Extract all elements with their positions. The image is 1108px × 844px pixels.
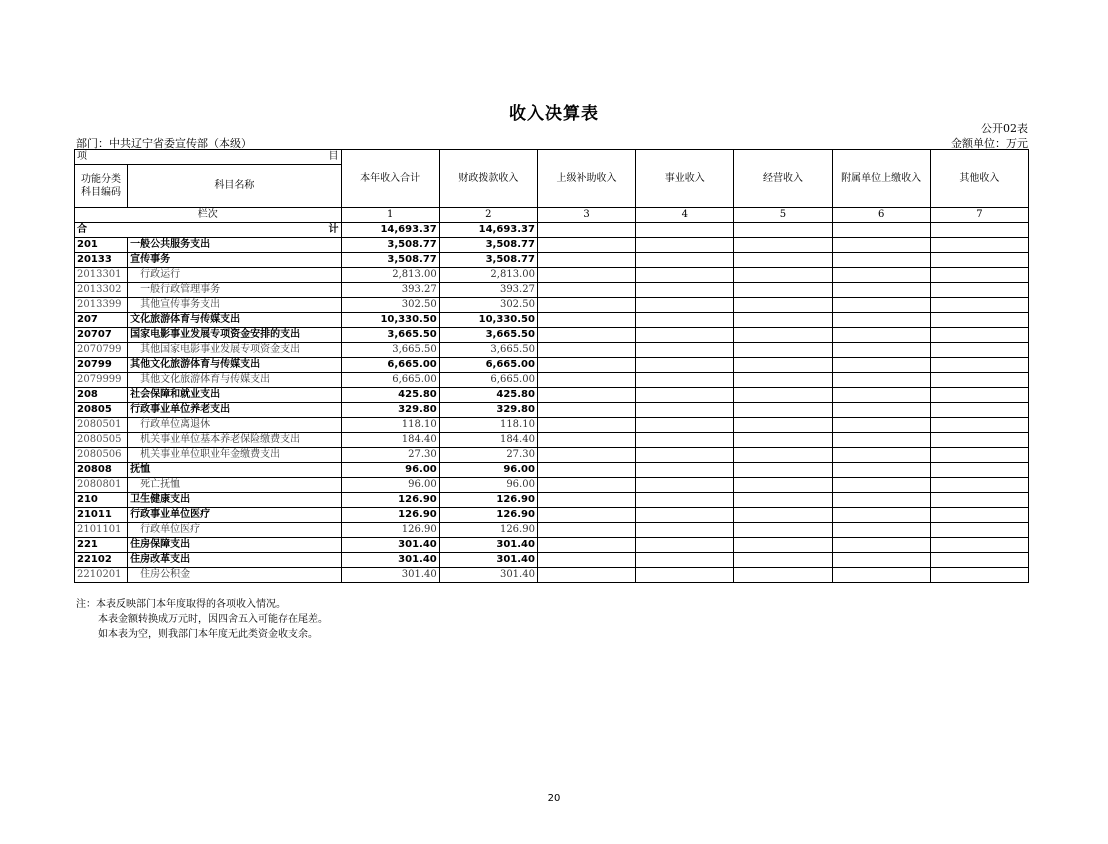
form-code: 公开02表 [981, 122, 1028, 135]
row-name: 卫生健康支出 [128, 493, 341, 508]
row-code: 210 [75, 493, 128, 508]
row-code: 20799 [75, 358, 128, 373]
header-func-code: 功能分类 科目编码 [75, 165, 128, 208]
table-row [75, 553, 1029, 568]
row-value [537, 448, 635, 463]
row-code: 2080505 [75, 433, 128, 448]
row-value: 393.27 [341, 283, 439, 298]
total-value [832, 223, 930, 238]
total-value [636, 223, 734, 238]
row-value [636, 448, 734, 463]
note-line: 如本表为空，则我部门本年度无此类资金收支余。 [98, 629, 318, 640]
row-value [930, 463, 1028, 478]
row-value [537, 343, 635, 358]
row-value [832, 238, 930, 253]
row-value [734, 478, 832, 493]
row-value [832, 493, 930, 508]
row-value: 96.00 [341, 478, 439, 493]
row-value [930, 328, 1028, 343]
row-value [930, 538, 1028, 553]
table-row [75, 298, 1029, 313]
table-row [75, 478, 1029, 493]
row-value [636, 358, 734, 373]
row-value [537, 283, 635, 298]
row-value [734, 268, 832, 283]
row-value [636, 253, 734, 268]
row-value [832, 433, 930, 448]
row-value [832, 538, 930, 553]
row-value: 301.40 [341, 568, 439, 583]
row-value [734, 403, 832, 418]
row-value [537, 403, 635, 418]
row-label-lanci: 栏次 [75, 208, 342, 223]
table-row [75, 568, 1029, 583]
row-name: 住房公积金 [128, 568, 341, 583]
table-row [75, 463, 1029, 478]
row-value [832, 358, 930, 373]
row-value: 6,665.00 [439, 358, 537, 373]
row-value [832, 343, 930, 358]
row-value: 3,665.50 [341, 343, 439, 358]
row-name: 行政单位离退休 [128, 418, 341, 433]
row-value [832, 373, 930, 388]
total-value [537, 223, 635, 238]
row-code: 2013302 [75, 283, 128, 298]
row-value [930, 268, 1028, 283]
total-value: 14,693.37 [439, 223, 537, 238]
row-value: 27.30 [341, 448, 439, 463]
row-value: 10,330.50 [439, 313, 537, 328]
row-value: 126.90 [439, 493, 537, 508]
row-name: 文化旅游体育与传媒支出 [128, 313, 341, 328]
row-value [734, 343, 832, 358]
row-value [734, 568, 832, 583]
row-value [832, 283, 930, 298]
row-value: 3,508.77 [439, 238, 537, 253]
row-value [537, 538, 635, 553]
row-value [636, 538, 734, 553]
header-col-3: 上级补助收入 [537, 150, 635, 208]
header-col-1: 本年收入合计 [341, 150, 439, 208]
total-row [75, 223, 1029, 238]
row-value [537, 253, 635, 268]
col-number: 7 [930, 208, 1028, 223]
row-value [734, 253, 832, 268]
page-number: 20 [547, 793, 561, 804]
row-value [636, 388, 734, 403]
row-value [734, 238, 832, 253]
row-value [832, 553, 930, 568]
total-value [930, 223, 1028, 238]
row-value [636, 523, 734, 538]
row-name: 一般公共服务支出 [128, 238, 341, 253]
row-name: 一般行政管理事务 [128, 283, 341, 298]
row-value [537, 418, 635, 433]
row-code: 2013399 [75, 298, 128, 313]
table-row [75, 433, 1029, 448]
row-value: 118.10 [341, 418, 439, 433]
row-value: 126.90 [341, 493, 439, 508]
header-col-6: 附属单位上缴收入 [832, 150, 930, 208]
table-row [75, 343, 1029, 358]
row-value [734, 553, 832, 568]
row-value [832, 478, 930, 493]
row-value [832, 313, 930, 328]
row-code: 2080501 [75, 418, 128, 433]
col-number: 4 [636, 208, 734, 223]
row-name: 行政单位医疗 [128, 523, 341, 538]
row-value [930, 508, 1028, 523]
row-value [930, 418, 1028, 433]
row-value [930, 238, 1028, 253]
row-code: 20707 [75, 328, 128, 343]
row-value: 425.80 [439, 388, 537, 403]
row-value [734, 418, 832, 433]
row-name: 住房改革支出 [128, 553, 341, 568]
row-value: 302.50 [341, 298, 439, 313]
row-value [930, 283, 1028, 298]
header-item-cell [75, 150, 342, 165]
table-row [75, 358, 1029, 373]
row-value: 96.00 [439, 463, 537, 478]
col-number: 3 [537, 208, 635, 223]
row-value [930, 298, 1028, 313]
row-value [734, 328, 832, 343]
row-value [832, 388, 930, 403]
row-code: 2210201 [75, 568, 128, 583]
header-col-4: 事业收入 [636, 150, 734, 208]
table-row [75, 418, 1029, 433]
row-value [636, 553, 734, 568]
row-value [832, 328, 930, 343]
header-item-left: 项 [77, 151, 87, 162]
row-value: 3,508.77 [439, 253, 537, 268]
row-value [636, 313, 734, 328]
row-value [537, 478, 635, 493]
row-value [930, 493, 1028, 508]
income-table [74, 149, 1029, 583]
row-code: 21011 [75, 508, 128, 523]
total-value [734, 223, 832, 238]
row-value [537, 313, 635, 328]
row-value [636, 433, 734, 448]
row-name: 宣传事务 [128, 253, 341, 268]
row-value: 6,665.00 [341, 358, 439, 373]
header-subject-name: 科目名称 [128, 165, 341, 208]
row-name: 死亡抚恤 [128, 478, 341, 493]
table-row [75, 283, 1029, 298]
total-right: 计 [328, 224, 339, 235]
row-name: 行政运行 [128, 268, 341, 283]
row-value [832, 463, 930, 478]
row-value [734, 448, 832, 463]
row-name: 其他文化旅游体育与传媒支出 [128, 373, 341, 388]
row-value [636, 508, 734, 523]
row-value [636, 493, 734, 508]
row-value [832, 253, 930, 268]
row-value [636, 373, 734, 388]
row-code: 201 [75, 238, 128, 253]
row-value: 425.80 [341, 388, 439, 403]
row-value [734, 433, 832, 448]
row-name: 社会保障和就业支出 [128, 388, 341, 403]
col-number: 5 [734, 208, 832, 223]
row-value [734, 388, 832, 403]
row-value [537, 328, 635, 343]
row-value [930, 358, 1028, 373]
row-name: 国家电影事业发展专项资金安排的支出 [128, 328, 341, 343]
row-value: 6,665.00 [341, 373, 439, 388]
table-row [75, 328, 1029, 343]
row-name: 其他文化旅游体育与传媒支出 [128, 358, 341, 373]
row-code: 207 [75, 313, 128, 328]
row-value [930, 523, 1028, 538]
row-value [636, 343, 734, 358]
row-code: 208 [75, 388, 128, 403]
row-value: 96.00 [439, 478, 537, 493]
row-value: 301.40 [439, 568, 537, 583]
row-value [636, 403, 734, 418]
col-number: 6 [832, 208, 930, 223]
row-code: 20805 [75, 403, 128, 418]
row-value [930, 373, 1028, 388]
row-value [930, 388, 1028, 403]
row-value [930, 433, 1028, 448]
row-value: 3,508.77 [341, 238, 439, 253]
row-value [537, 268, 635, 283]
row-value [832, 268, 930, 283]
row-value: 301.40 [439, 538, 537, 553]
header-item-row [75, 150, 1029, 165]
department-label: 部门：中共辽宁省委宣传部（本级） [76, 137, 252, 150]
total-value: 14,693.37 [341, 223, 439, 238]
row-value: 301.40 [341, 553, 439, 568]
col-number: 1 [341, 208, 439, 223]
row-name: 抚恤 [128, 463, 341, 478]
row-value [734, 538, 832, 553]
row-value: 10,330.50 [341, 313, 439, 328]
note-line: 本表金额转换成万元时，因四舍五入可能存在尾差。 [98, 614, 328, 625]
row-value [636, 268, 734, 283]
row-value: 302.50 [439, 298, 537, 313]
table-row [75, 508, 1029, 523]
row-value [537, 463, 635, 478]
row-code: 2101101 [75, 523, 128, 538]
row-value [734, 298, 832, 313]
page-title: 收入决算表 [509, 104, 599, 124]
table-row [75, 373, 1029, 388]
header-col-2: 财政拨款收入 [439, 150, 537, 208]
row-value [636, 568, 734, 583]
row-value [832, 523, 930, 538]
row-value [832, 403, 930, 418]
row-value [734, 523, 832, 538]
row-value: 184.40 [439, 433, 537, 448]
table-row [75, 448, 1029, 463]
row-value: 126.90 [341, 523, 439, 538]
row-value [537, 568, 635, 583]
row-value [537, 433, 635, 448]
row-value [537, 553, 635, 568]
row-value [734, 463, 832, 478]
note-line: 注：本表反映部门本年度取得的各项收入情况。 [76, 599, 286, 610]
total-label-cell [75, 223, 342, 238]
row-value: 126.90 [439, 523, 537, 538]
row-value [537, 388, 635, 403]
row-code: 2080506 [75, 448, 128, 463]
row-value: 118.10 [439, 418, 537, 433]
row-value [832, 298, 930, 313]
row-value [734, 373, 832, 388]
row-code: 221 [75, 538, 128, 553]
header-item-right: 目 [328, 151, 339, 162]
notes [76, 597, 328, 642]
row-value [636, 328, 734, 343]
row-value [636, 283, 734, 298]
row-code: 20133 [75, 253, 128, 268]
row-value [537, 373, 635, 388]
table-row [75, 388, 1029, 403]
row-value [832, 448, 930, 463]
row-value [930, 313, 1028, 328]
row-value [734, 313, 832, 328]
row-code: 22102 [75, 553, 128, 568]
table-row [75, 253, 1029, 268]
row-value [832, 568, 930, 583]
row-value [930, 448, 1028, 463]
row-value [930, 478, 1028, 493]
row-name: 行政事业单位养老支出 [128, 403, 341, 418]
row-value: 184.40 [341, 433, 439, 448]
row-name: 机关事业单位基本养老保险缴费支出 [128, 433, 341, 448]
row-value [537, 493, 635, 508]
row-value: 393.27 [439, 283, 537, 298]
row-value [832, 418, 930, 433]
row-code: 2013301 [75, 268, 128, 283]
row-value: 3,665.50 [439, 343, 537, 358]
table-row [75, 538, 1029, 553]
table-row [75, 493, 1029, 508]
unit-label: 金额单位：万元 [951, 137, 1028, 150]
row-value [930, 343, 1028, 358]
row-name: 住房保障支出 [128, 538, 341, 553]
row-value [537, 523, 635, 538]
table-row [75, 268, 1029, 283]
row-value: 2,813.00 [439, 268, 537, 283]
row-value: 3,665.50 [439, 328, 537, 343]
row-code: 20808 [75, 463, 128, 478]
row-value [930, 253, 1028, 268]
header-col-7: 其他收入 [930, 150, 1028, 208]
row-value: 329.80 [439, 403, 537, 418]
row-value: 2,813.00 [341, 268, 439, 283]
row-value [636, 238, 734, 253]
row-value [930, 553, 1028, 568]
row-code: 2079999 [75, 373, 128, 388]
row-value [537, 358, 635, 373]
row-value: 27.30 [439, 448, 537, 463]
row-value [537, 508, 635, 523]
row-code: 2080801 [75, 478, 128, 493]
row-value [636, 418, 734, 433]
row-value: 6,665.00 [439, 373, 537, 388]
row-value [930, 568, 1028, 583]
row-value [734, 493, 832, 508]
header-col-5: 经营收入 [734, 150, 832, 208]
row-value [636, 478, 734, 493]
row-value [930, 403, 1028, 418]
row-value: 301.40 [439, 553, 537, 568]
table-row [75, 238, 1029, 253]
row-name: 行政事业单位医疗 [128, 508, 341, 523]
row-value: 126.90 [439, 508, 537, 523]
col-number: 2 [439, 208, 537, 223]
row-name: 其他宣传事务支出 [128, 298, 341, 313]
row-name: 机关事业单位职业年金缴费支出 [128, 448, 341, 463]
row-value [832, 508, 930, 523]
row-code: 2070799 [75, 343, 128, 358]
row-value: 96.00 [341, 463, 439, 478]
row-value [636, 298, 734, 313]
column-number-row [75, 208, 1029, 223]
row-value: 126.90 [341, 508, 439, 523]
row-value: 3,508.77 [341, 253, 439, 268]
row-name: 其他国家电影事业发展专项资金支出 [128, 343, 341, 358]
row-value: 329.80 [341, 403, 439, 418]
row-value [537, 298, 635, 313]
table-row [75, 523, 1029, 538]
row-value [636, 463, 734, 478]
row-value [734, 358, 832, 373]
row-value [537, 238, 635, 253]
row-value [734, 508, 832, 523]
table-row [75, 403, 1029, 418]
total-left: 合 [77, 224, 87, 235]
row-value: 3,665.50 [341, 328, 439, 343]
row-value [734, 283, 832, 298]
row-value: 301.40 [341, 538, 439, 553]
table-row [75, 313, 1029, 328]
